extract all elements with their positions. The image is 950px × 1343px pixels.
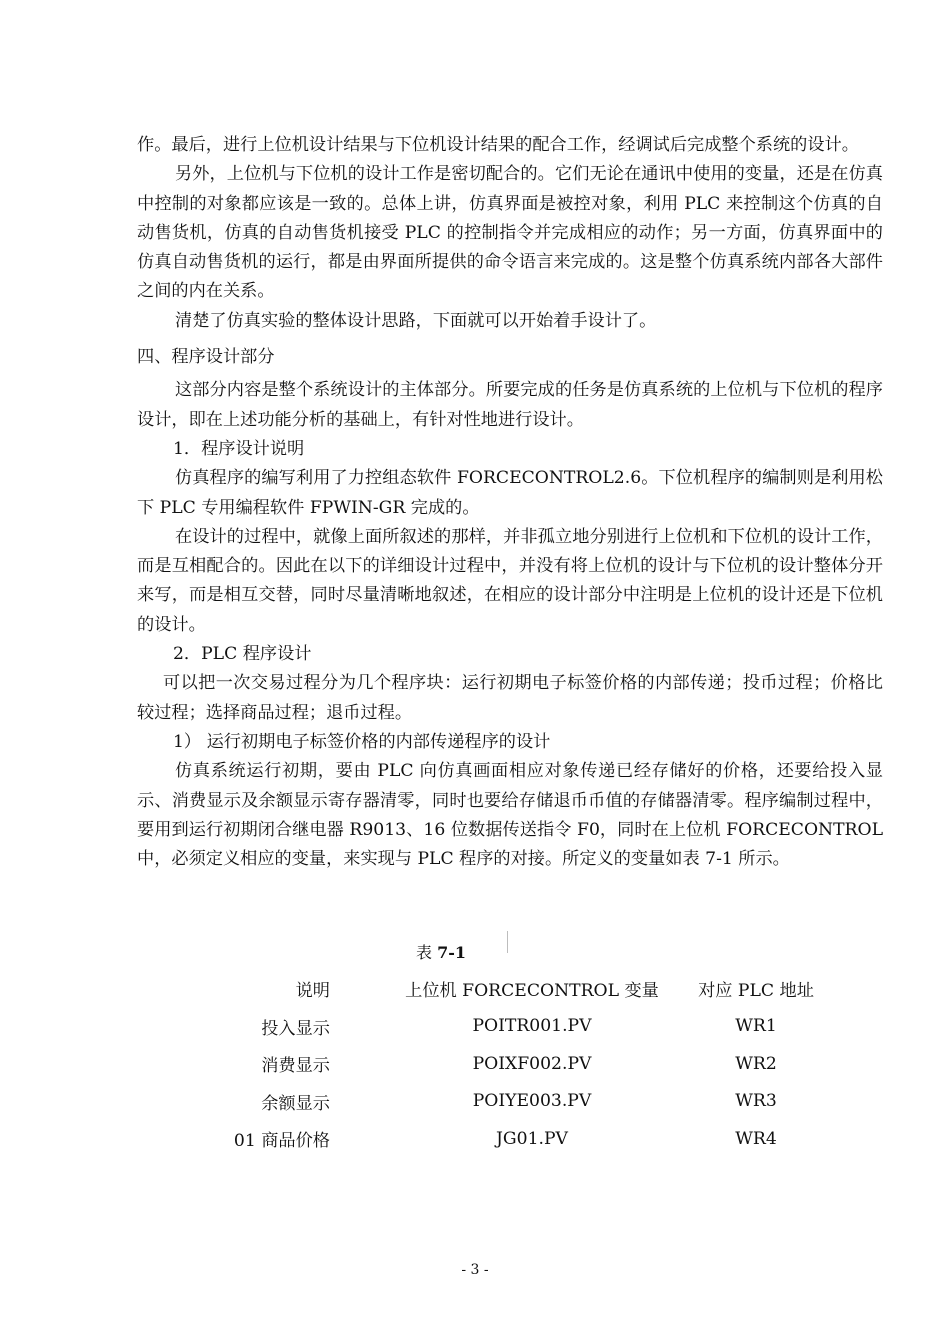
- table-row: [200, 1045, 870, 1083]
- header-forcecontrol-variable: 上位机 FORCECONTROL 变量: [405, 981, 659, 1002]
- page-number: - 3 -: [461, 1262, 489, 1278]
- subheading-program-description: 1．程序设计说明: [173, 438, 305, 459]
- subheading-plc-design: 2．PLC 程序设计: [173, 644, 312, 665]
- variable-table: [200, 970, 870, 1158]
- cell-address: WR1: [735, 1016, 777, 1037]
- subheading-price-transfer: 1） 运行初期电子标签价格的内部传递程序的设计: [173, 731, 551, 752]
- paragraph-main-part: 这部分内容是整个系统设计的主体部分。所要完成的任务是仿真系统的上位机与下位机的程序设计，即在上述功能分析的基础上，有针对性地进行设计。: [137, 380, 883, 430]
- table-row: [200, 1083, 870, 1121]
- cell-variable: POITR001.PV: [472, 1016, 592, 1037]
- paragraph-software: 仿真程序的编写利用了力控组态软件 FORCECONTROL2.6。下位机程序的编制则是利用松下 PLC 专用编程软件 FPWIN-GR 完成的。: [137, 468, 883, 518]
- cell-address: WR2: [735, 1053, 777, 1074]
- paragraph-initialization: 仿真系统运行初期，要由 PLC 向仿真画面相应对象传递已经存储好的价格，还要给投入显示、消费显示及余额显示寄存器清零，同时也要给存储退币币值的存储器清零。程序编制过程中，要用到运行初期闭合继电器 R9013、16 位数据传送指令 F0，同时在上位机 FORCECONTROL 中，必须定义相应的变量，来实现与 PLC 程序的对接。所定义的变量如表 7-1 所示。: [137, 761, 883, 870]
- cell-variable: POIYE003.PV: [472, 1091, 592, 1112]
- paragraph-continuation: 作。最后，进行上位机设计结果与下位机设计结果的配合工作，经调试后完成整个系统的设计。: [137, 135, 859, 155]
- header-description: 说明: [295, 981, 330, 1002]
- paragraph-program-blocks: 可以把一次交易过程分为几个程序块：运行初期电子标签价格的内部传递；投币过程；价格比较过程；选择商品过程；退币过程。: [137, 673, 883, 723]
- table-header-row: [200, 970, 870, 1008]
- paragraph-design-relationship: 另外，上位机与下位机的设计工作是密切配合的。它们无论在通讯中使用的变量，还是在仿真中控制的对象都应该是一致的。总体上讲，仿真界面是被控对象，利用 PLC 来控制这个仿真的自动售货机，仿真的自动售货机接受 PLC 的控制指令并完成相应的动作；另一方面，仿真界面中的仿真自动售货机的运行，都是由界面所提供的命令语言来完成的。这是整个仿真系统内部各大部件之间的内在关系。: [137, 164, 883, 302]
- section-heading-program-design: 四、程序设计部分: [137, 347, 275, 368]
- paragraph-start-design: 清楚了仿真实验的整体设计思路，下面就可以开始着手设计了。: [175, 310, 657, 331]
- text-cursor-marker: [507, 931, 508, 953]
- body-text: [137, 131, 883, 874]
- table-caption-prefix: 表: [415, 943, 432, 962]
- cell-description: 投入显示: [261, 1018, 330, 1039]
- cell-variable: POIXF002.PV: [472, 1053, 592, 1074]
- cell-description: 01 商品价格: [233, 1131, 330, 1152]
- cell-description: 余额显示: [261, 1093, 330, 1114]
- table-row: [200, 1008, 870, 1046]
- paragraph-design-process: 在设计的过程中，就像上面所叙述的那样，并非孤立地分别进行上位机和下位机的设计工作，而是互相配合的。因此在以下的详细设计过程中，并没有将上位机的设计与下位机的设计整体分开来写，而是相互交替，同时尽量清晰地叙述，在相应的设计部分中注明是上位机的设计还是下位机的设计。: [137, 526, 883, 635]
- cell-description: 消费显示: [261, 1056, 330, 1077]
- table-row: [200, 1120, 870, 1158]
- cell-address: WR3: [735, 1091, 777, 1112]
- header-plc-address: 对应 PLC 地址: [698, 981, 814, 1002]
- table-caption-number: 7-1: [437, 943, 466, 962]
- cell-variable: JG01.PV: [496, 1128, 568, 1149]
- cell-address: WR4: [735, 1128, 777, 1149]
- table-caption: [0, 940, 950, 963]
